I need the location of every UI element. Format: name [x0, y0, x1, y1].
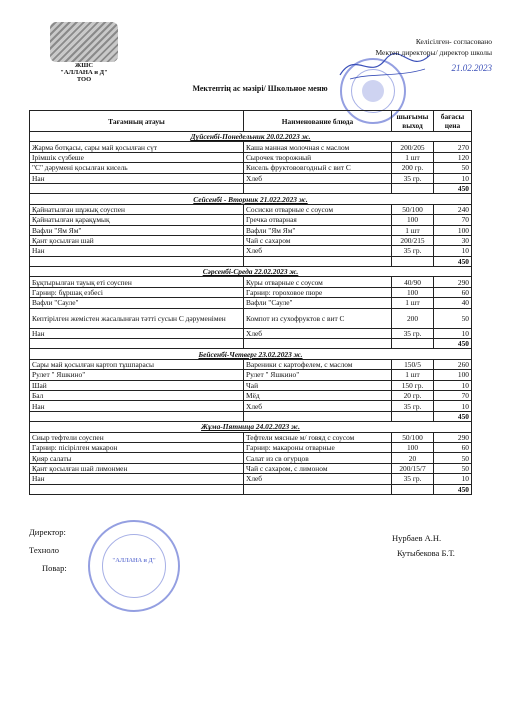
dish-name-ru: Гарнир: макароны отварные [244, 442, 392, 452]
dish-output: 200/15/7 [392, 463, 434, 473]
logo-emblem [50, 22, 118, 62]
header-output: шығымы выход [392, 111, 434, 132]
approval-block [312, 36, 492, 74]
dish-name-kz: Нан [30, 401, 244, 411]
total-row [30, 484, 472, 494]
menu-body [30, 132, 472, 495]
dish-name-ru: Хлеб [244, 246, 392, 256]
total-row [30, 256, 472, 266]
dish-price: 50 [434, 163, 472, 173]
dish-output: 1 шт [392, 298, 434, 308]
company-stamp [88, 520, 180, 612]
day-header-row [30, 132, 472, 142]
dish-output: 200/215 [392, 235, 434, 245]
dish-price: 120 [434, 152, 472, 162]
dish-name-ru: Хлеб [244, 328, 392, 338]
total-empty-2 [244, 411, 392, 421]
dish-name-kz: Кептірілген жемістен жасалынған тәтті сусын С дәруменімен [30, 308, 244, 328]
menu-title: Мектептің ас мәзірі/ Школьное меню [192, 84, 328, 93]
day-header-row [30, 349, 472, 359]
dish-output: 200/205 [392, 142, 434, 152]
dish-price: 70 [434, 215, 472, 225]
logo-line-3: ТОО [76, 76, 92, 83]
total-empty-3 [392, 484, 434, 494]
dish-name-kz: Қияр салаты [30, 453, 244, 463]
table-row [30, 142, 472, 152]
total-empty-3 [392, 411, 434, 421]
dish-price: 10 [434, 173, 472, 183]
table-row [30, 370, 472, 380]
total-empty-3 [392, 256, 434, 266]
table-row [30, 474, 472, 484]
header-name-ru: Наименование блюда [244, 111, 392, 132]
table-row [30, 328, 472, 338]
dish-output: 200 гр. [392, 163, 434, 173]
dish-price: 30 [434, 235, 472, 245]
total-empty-2 [244, 256, 392, 266]
dish-name-ru: Рулет " Яшкино" [244, 370, 392, 380]
dish-name-kz: Жарма ботқасы, сары май қосылған сүт [30, 142, 244, 152]
dish-output: 35 гр. [392, 328, 434, 338]
logo-line-2: "АЛЛАНА и Д" [60, 69, 108, 76]
dish-output: 40/90 [392, 277, 434, 287]
day-header-row [30, 194, 472, 204]
dish-price: 50 [434, 308, 472, 328]
dish-output: 20 гр. [392, 390, 434, 400]
dish-price: 240 [434, 204, 472, 214]
total-empty-3 [392, 339, 434, 349]
dish-price: 10 [434, 401, 472, 411]
dish-name-kz: Бал [30, 390, 244, 400]
table-header-row [30, 111, 472, 132]
dish-output: 150/5 [392, 359, 434, 369]
director-name: Нурбаев А.Н. [392, 533, 442, 543]
dish-price: 10 [434, 474, 472, 484]
day-title: Сейсенбі - Вторник 21.022.2023 ж. [30, 194, 472, 204]
table-row [30, 380, 472, 390]
dish-name-ru: Хлеб [244, 474, 392, 484]
dish-name-ru: Салат из св огурцов [244, 453, 392, 463]
dish-price: 100 [434, 225, 472, 235]
table-row [30, 463, 472, 473]
dish-name-kz: Вафли "Ям Ям" [30, 225, 244, 235]
dish-name-ru: Мёд [244, 390, 392, 400]
table-row [30, 225, 472, 235]
dish-price: 40 [434, 298, 472, 308]
dish-price: 10 [434, 380, 472, 390]
dish-name-ru: Куры отварные с соусом [244, 277, 392, 287]
director-label: Директор: [29, 527, 66, 537]
total-empty-1 [30, 484, 244, 494]
cook-label: Повар: [42, 563, 67, 573]
dish-name-ru: Чай [244, 380, 392, 390]
dish-name-kz: "С" дәрумені қосылған кисель [30, 163, 244, 173]
total-row [30, 183, 472, 193]
total-empty-2 [244, 339, 392, 349]
dish-price: 290 [434, 277, 472, 287]
dish-price: 10 [434, 246, 472, 256]
dish-name-kz: Қайнатылған қарақұмық [30, 215, 244, 225]
dish-output: 20 [392, 453, 434, 463]
dish-price: 270 [434, 142, 472, 152]
dish-name-kz: Нан [30, 474, 244, 484]
dish-name-ru: Каша манная молочная с маслом [244, 142, 392, 152]
dish-output: 100 [392, 442, 434, 452]
total-empty-1 [30, 339, 244, 349]
header-price: бағасы цена [434, 111, 472, 132]
dish-name-ru: Компот из сухофруктов с вит С [244, 308, 392, 328]
day-title: Бейсенбі-Четверг 23.02.2023 ж. [30, 349, 472, 359]
dish-name-kz: Қайнатылған шұжық соуспен [30, 204, 244, 214]
day-title: Дүйсенбі-Понедельник 20.02.2023 ж. [30, 132, 472, 142]
table-row [30, 246, 472, 256]
dish-price: 100 [434, 370, 472, 380]
dish-name-kz: Рулет " Яшкино" [30, 370, 244, 380]
day-total: 450 [434, 339, 472, 349]
technologist-name: Кутыбекова Б.Т. [397, 548, 455, 558]
dish-output: 150 гр. [392, 380, 434, 390]
table-row [30, 173, 472, 183]
dish-name-kz: Нан [30, 328, 244, 338]
day-title: Сәрсенбі-Среда 22.02.2023 ж. [30, 267, 472, 277]
day-total: 450 [434, 411, 472, 421]
dish-price: 60 [434, 442, 472, 452]
total-empty-2 [244, 183, 392, 193]
dish-name-ru: Гречка отварная [244, 215, 392, 225]
dish-output: 35 гр. [392, 474, 434, 484]
dish-output: 35 гр. [392, 401, 434, 411]
dish-name-kz: Сиыр тефтели соуспен [30, 432, 244, 442]
dish-name-kz: Гарнир: бұршақ езбесі [30, 287, 244, 297]
dish-name-kz: Вафли "Сауле" [30, 298, 244, 308]
table-row [30, 298, 472, 308]
dish-name-ru: Вафли "Сауле" [244, 298, 392, 308]
dish-name-kz: Қант қосылған шай [30, 235, 244, 245]
table-row [30, 215, 472, 225]
total-empty-1 [30, 411, 244, 421]
total-empty-1 [30, 256, 244, 266]
table-row [30, 152, 472, 162]
table-row [30, 432, 472, 442]
total-row [30, 411, 472, 421]
dish-output: 35 гр. [392, 246, 434, 256]
table-row [30, 390, 472, 400]
dish-price: 70 [434, 390, 472, 400]
total-empty-1 [30, 183, 244, 193]
dish-name-kz: Ірімшік сүзбеше [30, 152, 244, 162]
table-row [30, 442, 472, 452]
dish-output: 1 шт [392, 152, 434, 162]
dish-name-ru: Чай с сахаром [244, 235, 392, 245]
approval-line-2: Мектеп директоры/ директор школы [375, 48, 492, 57]
dish-name-kz: Қант қосылған шай лимонмен [30, 463, 244, 473]
dish-price: 50 [434, 463, 472, 473]
logo-line-1: ЖШС [74, 62, 94, 69]
dish-output: 100 [392, 287, 434, 297]
dish-output: 50/100 [392, 204, 434, 214]
dish-name-ru: Хлеб [244, 173, 392, 183]
table-row [30, 163, 472, 173]
table-row [30, 359, 472, 369]
total-row [30, 339, 472, 349]
dish-name-ru: Гарнир: гороховое пюре [244, 287, 392, 297]
day-title: Жұма-Пятница 24.02.2023 ж. [30, 422, 472, 432]
table-row [30, 277, 472, 287]
dish-name-kz: Бұқтырылған тауық еті соуспен [30, 277, 244, 287]
dish-name-ru: Чай с сахаром, с лимоном [244, 463, 392, 473]
table-row [30, 453, 472, 463]
dish-output: 1 шт [392, 225, 434, 235]
dish-output: 200 [392, 308, 434, 328]
dish-price: 260 [434, 359, 472, 369]
day-total: 450 [434, 256, 472, 266]
dish-name-kz: Нан [30, 246, 244, 256]
dish-name-kz: Гарнир: пісірілген макарон [30, 442, 244, 452]
dish-price: 50 [434, 453, 472, 463]
approval-date: 21.02.2023 [451, 63, 492, 73]
table-row [30, 204, 472, 214]
dish-price: 60 [434, 287, 472, 297]
header-name-kz: Тағамның атауы [30, 111, 244, 132]
table-row [30, 287, 472, 297]
day-header-row [30, 267, 472, 277]
total-empty-3 [392, 183, 434, 193]
total-empty-2 [244, 484, 392, 494]
dish-output: 50/100 [392, 432, 434, 442]
stamp-text: "АЛЛАНА и Д" [112, 558, 156, 564]
dish-name-kz: Шай [30, 380, 244, 390]
table-row [30, 401, 472, 411]
dish-output: 35 гр. [392, 173, 434, 183]
day-header-row [30, 422, 472, 432]
company-logo [44, 22, 124, 83]
table-row [30, 235, 472, 245]
menu-table [29, 110, 472, 495]
day-total: 450 [434, 484, 472, 494]
approval-line-1: Келісілген- согласовано [415, 37, 492, 46]
dish-name-kz: Сары май қосылған картоп тұшпарасы [30, 359, 244, 369]
dish-name-ru: Вафли "Ям Ям" [244, 225, 392, 235]
dish-price: 10 [434, 328, 472, 338]
dish-name-ru: Тефтели мясные м/ говяд с соусом [244, 432, 392, 442]
table-row [30, 308, 472, 328]
dish-price: 290 [434, 432, 472, 442]
dish-name-ru: Сосиски отварные с соусом [244, 204, 392, 214]
day-total: 450 [434, 183, 472, 193]
dish-name-ru: Сырочек творожный [244, 152, 392, 162]
technologist-label: Техноло [29, 545, 59, 555]
dish-name-ru: Хлеб [244, 401, 392, 411]
dish-output: 100 [392, 215, 434, 225]
dish-name-ru: Кисель фруктововгодный с вит С [244, 163, 392, 173]
dish-name-kz: Нан [30, 173, 244, 183]
dish-name-ru: Вареники с картофелем, с маслом [244, 359, 392, 369]
dish-output: 1 шт [392, 370, 434, 380]
